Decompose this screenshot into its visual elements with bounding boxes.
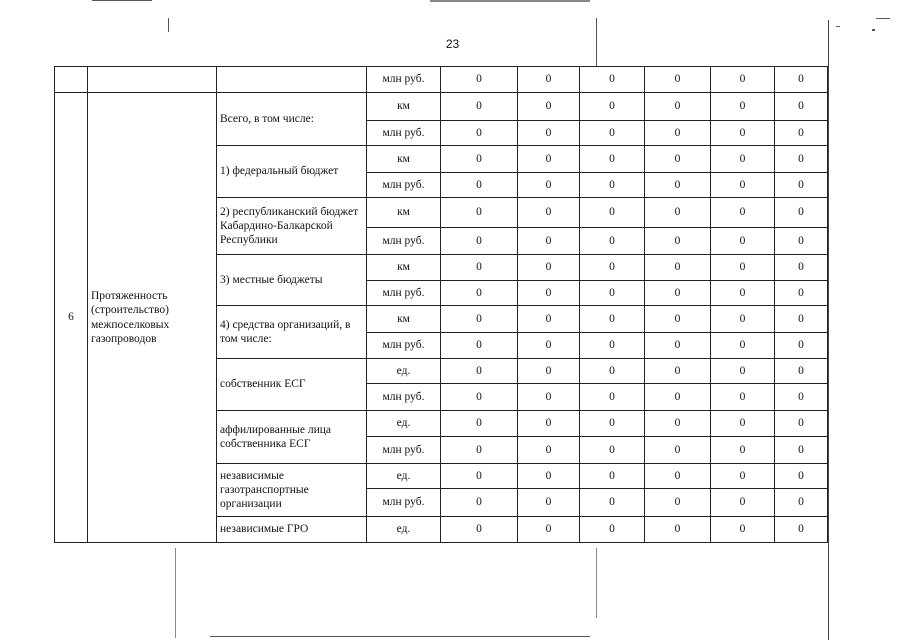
value-cell: 0 (711, 464, 775, 489)
value-cell: 0 (441, 517, 518, 543)
value-cell: 0 (518, 281, 580, 306)
value-cell: 0 (441, 146, 518, 173)
value-cell: 0 (580, 146, 645, 173)
value-cell: 0 (441, 333, 518, 359)
unit-cell: млн руб. (367, 281, 441, 306)
value-cell: 0 (518, 93, 580, 121)
value-cell: 0 (645, 281, 711, 306)
unit-cell: ед. (367, 359, 441, 384)
value-cell: 0 (645, 464, 711, 489)
value-cell: 0 (711, 255, 775, 281)
value-cell: 0 (580, 93, 645, 121)
value-cell: 0 (518, 121, 580, 146)
unit-cell: млн руб. (367, 333, 441, 359)
value-cell: 0 (711, 146, 775, 173)
unit-cell: км (367, 93, 441, 121)
scan-artifact-line (92, 0, 152, 1)
unit-cell: млн руб. (367, 173, 441, 198)
value-cell: 0 (441, 464, 518, 489)
value-cell: 0 (775, 146, 828, 173)
value-cell: 0 (518, 306, 580, 333)
value-cell: 0 (441, 359, 518, 384)
value-cell: 0 (441, 228, 518, 255)
value-cell: 0 (711, 67, 775, 93)
value-cell: 0 (711, 306, 775, 333)
value-cell: 0 (711, 281, 775, 306)
value-cell: 0 (441, 121, 518, 146)
value-cell: 0 (441, 281, 518, 306)
funding-source-label: собственник ЕСГ (217, 359, 367, 411)
value-cell: 0 (711, 333, 775, 359)
value-cell: 0 (775, 333, 828, 359)
funding-source-label: 4) средства организаций, в том числе: (217, 306, 367, 359)
value-cell: 0 (775, 67, 828, 93)
value-cell: 0 (711, 411, 775, 437)
value-cell: 0 (775, 411, 828, 437)
value-cell: 0 (775, 198, 828, 228)
value-cell: 0 (518, 411, 580, 437)
value-cell: 0 (580, 437, 645, 464)
funding-source-label: независимые газотранспортные организации (217, 464, 367, 517)
value-cell: 0 (711, 121, 775, 146)
value-cell: 0 (645, 437, 711, 464)
value-cell: 0 (518, 517, 580, 543)
value-cell: 0 (441, 93, 518, 121)
value-cell: 0 (580, 384, 645, 411)
unit-cell: ед. (367, 464, 441, 489)
value-cell: 0 (775, 489, 828, 517)
unit-cell: млн руб. (367, 437, 441, 464)
unit-cell: км (367, 146, 441, 173)
funding-source-cell (217, 67, 367, 93)
scan-artifact-line (876, 18, 890, 19)
indicator-label: Протяженность (строительство) межпоселковых газопроводов (88, 93, 217, 543)
unit-cell: км (367, 198, 441, 228)
value-cell: 0 (645, 146, 711, 173)
value-cell: 0 (645, 93, 711, 121)
value-cell: 0 (775, 384, 828, 411)
value-cell: 0 (775, 517, 828, 543)
value-cell: 0 (441, 173, 518, 198)
value-cell: 0 (775, 93, 828, 121)
table-body (55, 67, 828, 543)
value-cell: 0 (441, 306, 518, 333)
value-cell: 0 (711, 359, 775, 384)
value-cell: 0 (775, 121, 828, 146)
value-cell: 0 (711, 173, 775, 198)
scan-artifact-line (836, 26, 840, 27)
scan-artifact-line (872, 29, 875, 31)
unit-cell: ед. (367, 411, 441, 437)
value-cell: 0 (711, 517, 775, 543)
value-cell: 0 (580, 306, 645, 333)
value-cell: 0 (518, 198, 580, 228)
value-cell: 0 (645, 359, 711, 384)
table-row (55, 93, 828, 121)
value-cell: 0 (518, 173, 580, 198)
value-cell: 0 (580, 255, 645, 281)
funding-source-label: 3) местные бюджеты (217, 255, 367, 306)
value-cell: 0 (580, 121, 645, 146)
value-cell: 0 (580, 489, 645, 517)
value-cell: 0 (645, 384, 711, 411)
value-cell: 0 (580, 228, 645, 255)
value-cell: 0 (711, 228, 775, 255)
value-cell: 0 (580, 67, 645, 93)
value-cell: 0 (645, 255, 711, 281)
value-cell: 0 (775, 281, 828, 306)
value-cell: 0 (580, 359, 645, 384)
unit-cell: млн руб. (367, 384, 441, 411)
funding-source-label: Всего, в том числе: (217, 93, 367, 146)
funding-source-label: независимые ГРО (217, 517, 367, 543)
value-cell: 0 (645, 411, 711, 437)
value-cell: 0 (441, 489, 518, 517)
value-cell: 0 (580, 173, 645, 198)
unit-cell: км (367, 255, 441, 281)
funding-source-label: 1) федеральный бюджет (217, 146, 367, 198)
data-table (54, 66, 828, 543)
value-cell: 0 (775, 228, 828, 255)
value-cell: 0 (645, 306, 711, 333)
scan-artifact-line (210, 636, 590, 637)
value-cell: 0 (645, 228, 711, 255)
value-cell: 0 (441, 437, 518, 464)
value-cell: 0 (645, 489, 711, 517)
value-cell: 0 (645, 173, 711, 198)
value-cell: 0 (775, 255, 828, 281)
value-cell: 0 (580, 333, 645, 359)
value-cell: 0 (441, 67, 518, 93)
scan-artifact-line (175, 548, 176, 638)
value-cell: 0 (645, 517, 711, 543)
value-cell: 0 (518, 67, 580, 93)
value-cell: 0 (711, 198, 775, 228)
value-cell: 0 (441, 198, 518, 228)
value-cell: 0 (441, 255, 518, 281)
unit-cell: км (367, 306, 441, 333)
value-cell: 0 (518, 384, 580, 411)
value-cell: 0 (775, 306, 828, 333)
value-cell: 0 (645, 333, 711, 359)
value-cell: 0 (518, 333, 580, 359)
value-cell: 0 (580, 198, 645, 228)
value-cell: 0 (775, 173, 828, 198)
row-number-cell (55, 67, 88, 93)
value-cell: 0 (580, 464, 645, 489)
value-cell: 0 (518, 489, 580, 517)
value-cell: 0 (518, 228, 580, 255)
value-cell: 0 (775, 359, 828, 384)
value-cell: 0 (580, 281, 645, 306)
unit-cell: млн руб. (367, 228, 441, 255)
funding-source-label: аффилированные лица собственника ЕСГ (217, 411, 367, 464)
value-cell: 0 (711, 384, 775, 411)
scan-artifact-line (168, 18, 169, 32)
row-number-cell: 6 (55, 93, 88, 543)
value-cell: 0 (775, 437, 828, 464)
value-cell: 0 (518, 464, 580, 489)
page-number: 23 (445, 37, 460, 51)
value-cell: 0 (711, 489, 775, 517)
indicator-cell (88, 67, 217, 93)
scan-artifact-line (430, 0, 590, 2)
unit-cell: млн руб. (367, 121, 441, 146)
unit-cell: млн руб. (367, 67, 441, 93)
value-cell: 0 (645, 67, 711, 93)
value-cell: 0 (711, 437, 775, 464)
value-cell: 0 (518, 359, 580, 384)
value-cell: 0 (711, 93, 775, 121)
table-row (55, 67, 828, 93)
funding-source-label: 2) республиканский бюджет Кабардино-Балкарской Республики (217, 198, 367, 255)
value-cell: 0 (580, 517, 645, 543)
value-cell: 0 (441, 384, 518, 411)
value-cell: 0 (775, 464, 828, 489)
value-cell: 0 (645, 121, 711, 146)
value-cell: 0 (580, 411, 645, 437)
unit-cell: ед. (367, 517, 441, 543)
value-cell: 0 (518, 437, 580, 464)
scan-artifact-line (596, 548, 597, 618)
value-cell: 0 (518, 255, 580, 281)
value-cell: 0 (518, 146, 580, 173)
value-cell: 0 (645, 198, 711, 228)
scan-artifact-line (828, 20, 829, 640)
unit-cell: млн руб. (367, 489, 441, 517)
value-cell: 0 (441, 411, 518, 437)
